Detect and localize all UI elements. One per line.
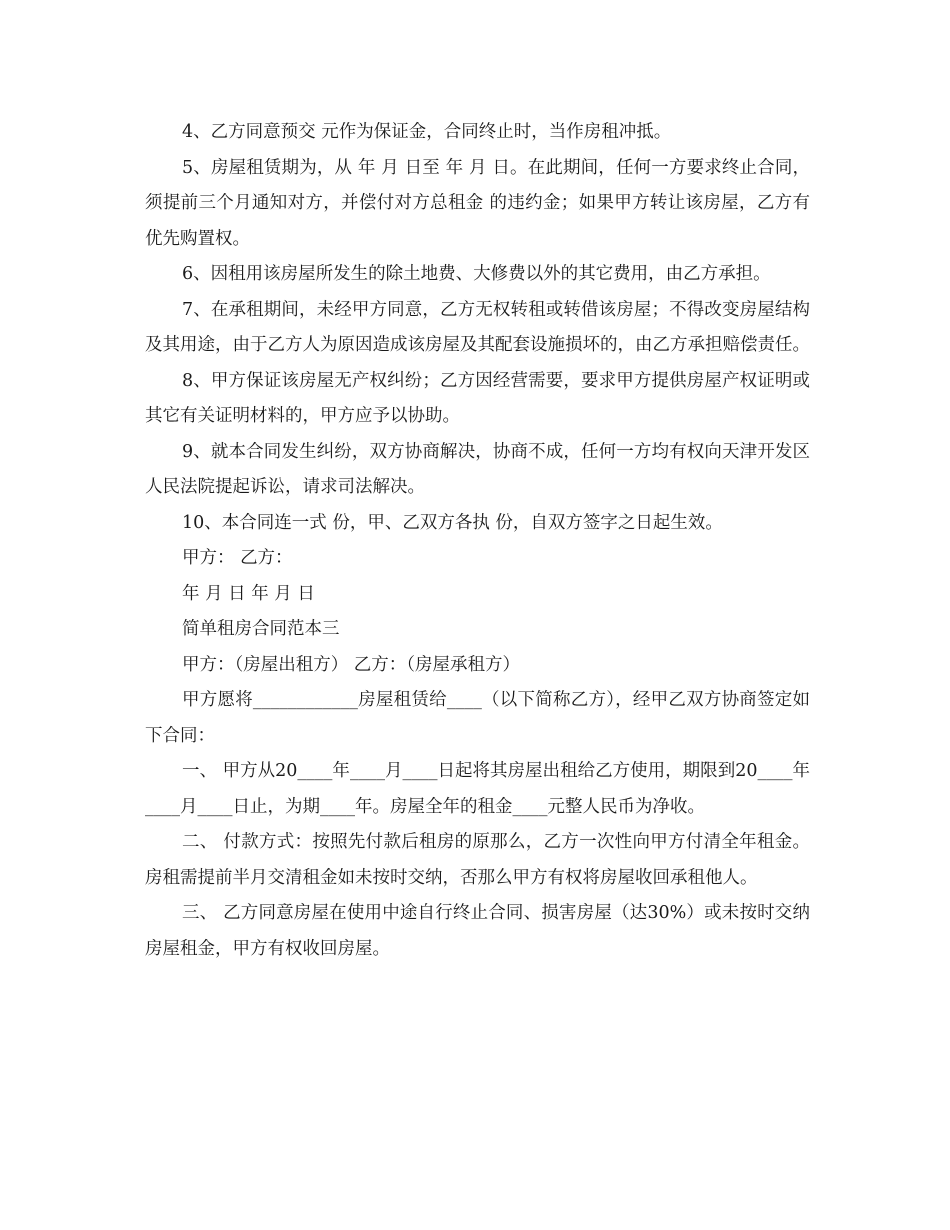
signature-parties: 甲方： 乙方：: [182, 548, 293, 568]
parties-line: 甲方：（房屋出租方） 乙方：（房屋承租方）: [182, 654, 521, 675]
clause-sublet: 7、在承租期间，未经甲方同意，乙方无权转租或转借该房屋；不得改变房屋结构及其用途，由于乙方人为原因造成该房屋及其配套设施损坏的，由乙方承担赔偿责任。: [145, 299, 810, 355]
clause-other-fees: 6、因租用该房屋所发生的除土地费、大修费以外的其它费用，由乙方承担。: [182, 264, 771, 284]
article-one: 一、 甲方从20____年____月____日起将其房屋出租给乙方使用，期限到20____年____月____日止，为期____年。房屋全年的租金____元整人民币为净收。: [145, 761, 810, 817]
clause-property-rights: 8、甲方保证该房屋无产权纠纷；乙方因经营需要，要求甲方提供房屋产权证明或其它有关证明材料的，甲方应予以协助。: [145, 370, 810, 426]
article-three: 三、 乙方同意房屋在使用中途自行终止合同、损害房屋（达30%）或未按时交纳房屋租金，甲方有权收回房屋。: [145, 903, 810, 959]
clause-deposit: 4、乙方同意预交 元作为保证金，合同终止时，当作房租冲抵。: [182, 122, 672, 142]
clause-copies: 10、本合同连一式 份，甲、乙双方各执 份，自双方签字之日起生效。: [182, 512, 723, 533]
signature-dates: 年 月 日 年 月 日: [182, 583, 315, 604]
document-body: [145, 115, 810, 967]
contract-intro: 甲方愿将____________房屋租赁给____（以下简称乙方），经甲乙双方协商签定如下合同：: [145, 690, 810, 746]
article-two: 二、 付款方式：按照先付款后租房的原那么，乙方一次性向甲方付清全年租金。房租需提前半月交清租金如未按时交纳，否那么甲方有权将房屋收回承租他人。: [145, 832, 810, 888]
section-title: 简单租房合同范本三: [182, 619, 340, 639]
clause-disputes: 9、就本合同发生纠纷，双方协商解决，协商不成，任何一方均有权向天津开发区人民法院提起诉讼，请求司法解决。: [145, 441, 810, 497]
clause-lease-term: 5、房屋租赁期为，从 年 月 日至 年 月 日。在此期间，任何一方要求终止合同，须提前三个月通知对方，并偿付对方总租金 的违约金；如果甲方转让该房屋，乙方有优先购置权。: [145, 157, 810, 249]
